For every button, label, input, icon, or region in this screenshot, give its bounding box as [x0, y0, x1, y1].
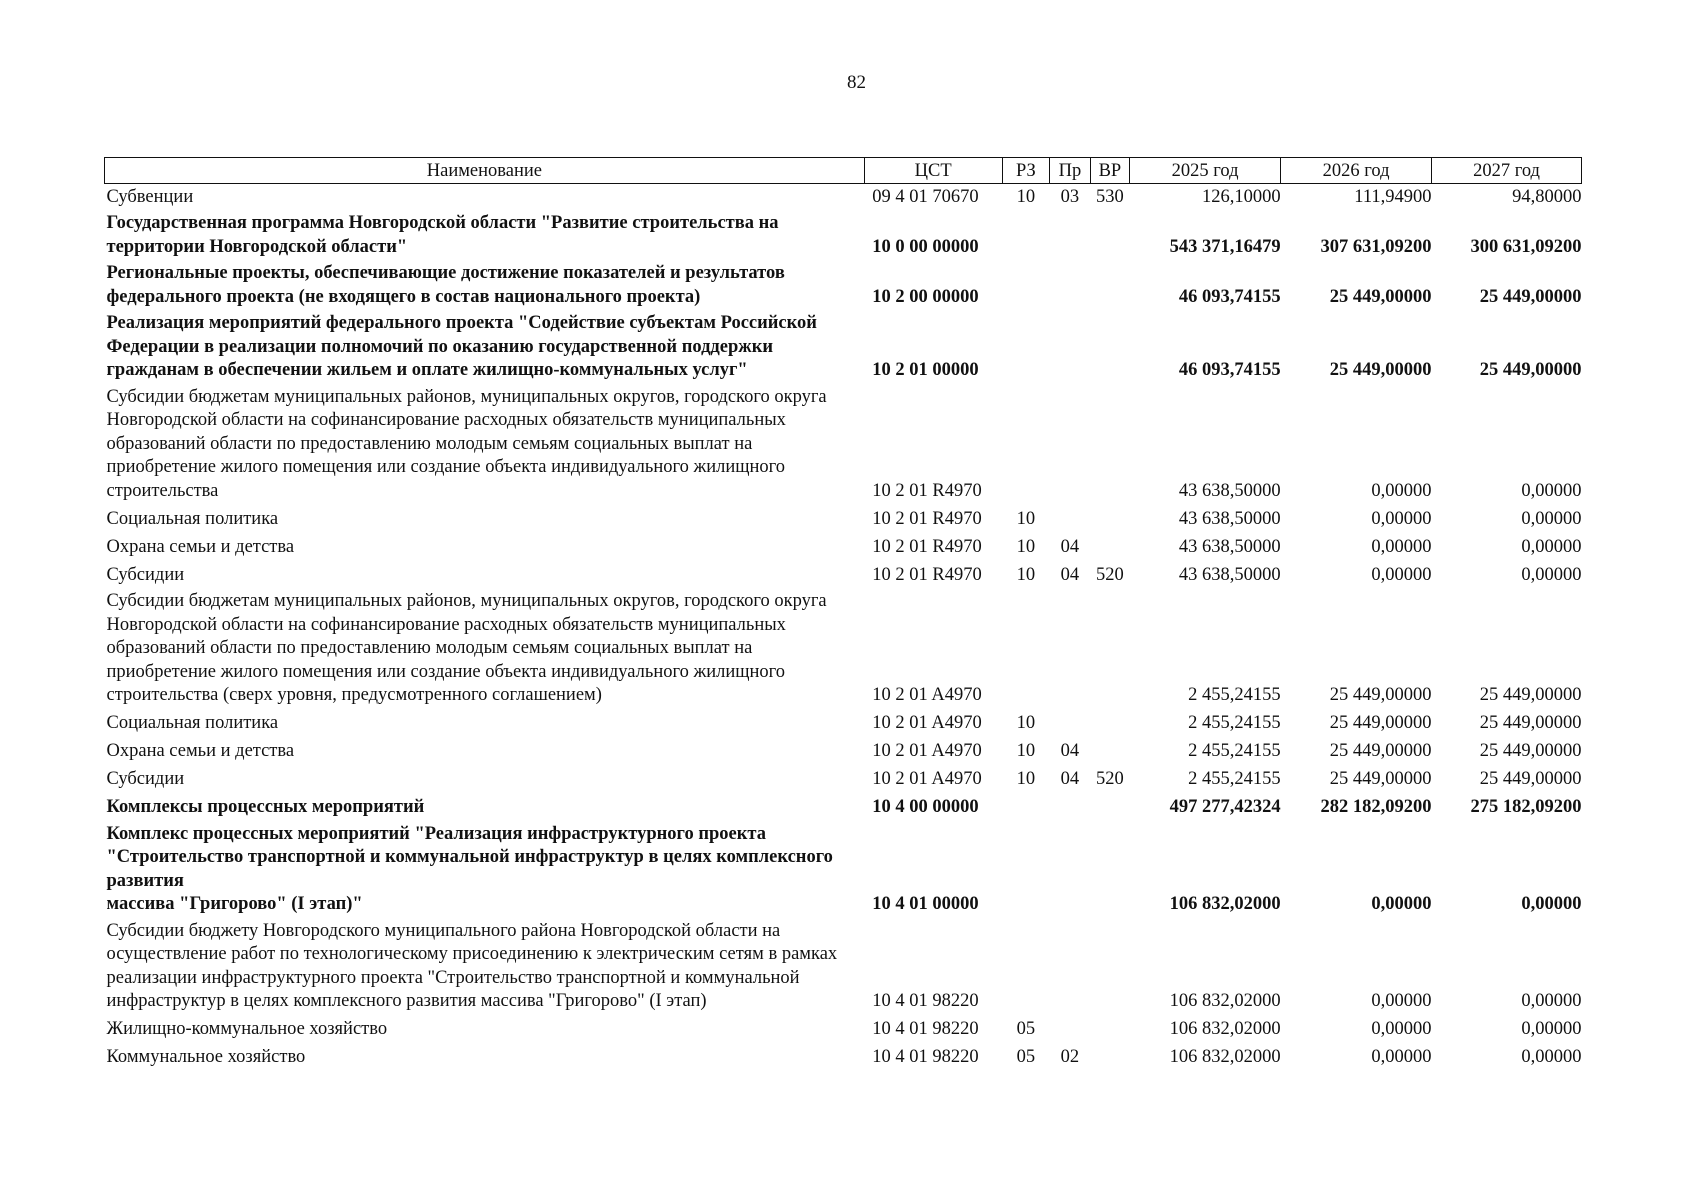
cell-name: Субсидии бюджетам муниципальных районов, муниципальных округов, городского округа Новгородской области на софинансирование расходных обязательств муниципальных образований области по предоставлению молодым семьям социальных выплат на приобретение жилого помещения или создание объекта индивидуального жилищного строительства — [106, 386, 827, 501]
cell-name: Государственная программа Новгородской области "Развитие строительства на территории Новгородской области" — [106, 213, 779, 257]
cell-2027: 0,00000 — [1521, 991, 1582, 1011]
cell-name: Субсидии — [106, 769, 185, 789]
cell-pr — [1050, 823, 1091, 920]
cell-2026: 307 631,09200 — [1320, 236, 1432, 257]
table-row — [105, 1017, 1582, 1045]
cell-2025: 2 455,24155 — [1188, 685, 1281, 705]
cell-cst: 10 4 01 98220 — [872, 1019, 979, 1039]
cell-2025: 43 638,50000 — [1178, 480, 1281, 501]
cell-cst: 10 2 01 00000 — [872, 360, 979, 380]
cell-cst: 10 2 01 R4970 — [872, 508, 982, 529]
cell-rz: 10 — [1016, 508, 1036, 529]
cell-vr — [1090, 823, 1130, 920]
cell-2027: 300 631,09200 — [1470, 236, 1582, 257]
cell-vr — [1090, 1017, 1130, 1045]
cell-cst: 10 2 01 A4970 — [872, 685, 982, 705]
cell-vr — [1090, 795, 1130, 823]
cell-rz: 10 — [1016, 186, 1036, 207]
cell-2027: 94,80000 — [1512, 186, 1582, 207]
cell-rz: 10 — [1016, 713, 1036, 733]
cell-2027: 275 182,09200 — [1470, 797, 1582, 817]
cell-2027: 25 449,00000 — [1479, 286, 1582, 307]
cell-rz — [1002, 920, 1050, 1017]
cell-rz: 10 — [1016, 741, 1036, 761]
cell-2027: 0,00000 — [1521, 536, 1582, 557]
cell-2027: 25 449,00000 — [1479, 685, 1582, 705]
cell-vr — [1090, 739, 1130, 767]
table-row — [105, 1045, 1582, 1073]
page-number: 82 — [847, 72, 866, 93]
table-row — [105, 823, 1582, 920]
cell-vr: 520 — [1096, 564, 1124, 585]
cell-rz — [1002, 795, 1050, 823]
cell-name: Субсидии бюджетам муниципальных районов, муниципальных округов, городского округа Новгородской области на софинансирование расходных обязательств муниципальных образований области по предоставлению молодым семьям социальных выплат на приобретение жилого помещения или создание объекта индивидуального жилищного строительства (сверх уровня, предусмотренного соглашением) — [106, 591, 827, 705]
cell-2027: 0,00000 — [1521, 480, 1582, 501]
cell-2025: 2 455,24155 — [1188, 769, 1281, 789]
table-row — [105, 184, 1582, 213]
cell-2027: 0,00000 — [1521, 564, 1582, 585]
cell-cst: 09 4 01 70670 — [872, 186, 979, 207]
table-row — [105, 920, 1582, 1017]
cell-2025: 46 093,74155 — [1178, 286, 1281, 307]
cell-pr: 03 — [1060, 186, 1080, 207]
cell-cst: 10 2 00 00000 — [872, 286, 979, 307]
cell-name: Охрана семьи и детства — [106, 536, 295, 557]
cell-name: Охрана семьи и детства — [106, 741, 295, 761]
cell-cst: 10 2 01 R4970 — [872, 564, 982, 585]
cell-rz: 05 — [1016, 1019, 1036, 1039]
cell-name: Жилищно-коммунальное хозяйство — [106, 1019, 388, 1039]
cell-cst: 10 0 00 00000 — [872, 236, 979, 257]
cell-2026: 282 182,09200 — [1320, 797, 1432, 817]
cell-rz: 10 — [1016, 769, 1036, 789]
header-pr: Пр — [1050, 158, 1091, 184]
header-row — [105, 158, 1582, 184]
cell-2025: 106 832,02000 — [1169, 991, 1281, 1011]
cell-2027: 25 449,00000 — [1479, 360, 1582, 380]
cell-pr — [1050, 262, 1091, 312]
cell-2025: 2 455,24155 — [1188, 741, 1281, 761]
cell-vr — [1090, 534, 1130, 562]
cell-name: Комплекс процессных мероприятий "Реализация инфраструктурного проекта "Строительство транспортной и коммунальной инфраструктур в целях комплексного развития массива "Григорово" (I этап)" — [106, 823, 833, 914]
cell-cst: 10 4 01 98220 — [872, 991, 979, 1011]
cell-2027: 0,00000 — [1521, 894, 1582, 914]
cell-2027: 25 449,00000 — [1479, 769, 1582, 789]
cell-name: Коммунальное хозяйство — [106, 1047, 306, 1067]
table-row — [105, 506, 1582, 534]
cell-2026: 0,00000 — [1371, 480, 1432, 501]
table-row — [105, 534, 1582, 562]
cell-name: Субсидии бюджету Новгородского муниципального района Новгородской области на осуществление работ по технологическому присоединению к электрическим сетям в рамках реализации инфраструктурного проекта "Строительство транспортной и коммунальной инфраструктур в целях комплексного развития массива "Григорово" (I этап) — [106, 920, 838, 1011]
cell-name: Региональные проекты, обеспечивающие достижение показателей и результатов федерального проекта (не входящего в состав национального проекта) — [106, 263, 785, 307]
cell-pr — [1050, 386, 1091, 507]
cell-cst: 10 2 01 R4970 — [872, 480, 982, 501]
cell-rz — [1002, 262, 1050, 312]
header-2026: 2026 год — [1281, 158, 1432, 184]
table-row — [105, 711, 1582, 739]
table-row — [105, 386, 1582, 507]
header-name: Наименование — [105, 158, 865, 184]
cell-2025: 106 832,02000 — [1169, 1047, 1281, 1067]
header-cst: ЦСТ — [864, 158, 1002, 184]
cell-2025: 46 093,74155 — [1178, 360, 1281, 380]
cell-vr — [1090, 386, 1130, 507]
cell-name: Субвенции — [106, 186, 194, 207]
cell-2026: 25 449,00000 — [1329, 286, 1432, 307]
cell-vr — [1090, 920, 1130, 1017]
cell-vr — [1090, 312, 1130, 386]
cell-2026: 25 449,00000 — [1329, 360, 1432, 380]
cell-pr: 04 — [1060, 741, 1080, 761]
cell-vr — [1090, 590, 1130, 711]
cell-pr — [1050, 920, 1091, 1017]
cell-cst: 10 2 01 A4970 — [872, 769, 982, 789]
cell-2026: 0,00000 — [1371, 1019, 1432, 1039]
cell-rz — [1002, 312, 1050, 386]
cell-2026: 0,00000 — [1371, 536, 1432, 557]
cell-cst: 10 2 01 R4970 — [872, 536, 982, 557]
cell-2025: 543 371,16479 — [1169, 236, 1281, 257]
cell-pr: 04 — [1060, 536, 1080, 557]
table-row — [105, 739, 1582, 767]
cell-rz — [1002, 386, 1050, 507]
cell-2027: 0,00000 — [1521, 508, 1582, 529]
cell-2026: 25 449,00000 — [1329, 769, 1432, 789]
cell-2026: 0,00000 — [1371, 894, 1432, 914]
header-2025: 2025 год — [1130, 158, 1281, 184]
cell-2026: 111,94900 — [1354, 186, 1432, 207]
table-row — [105, 262, 1582, 312]
cell-2026: 0,00000 — [1371, 991, 1432, 1011]
table-row — [105, 312, 1582, 386]
cell-2026: 0,00000 — [1371, 564, 1432, 585]
budget-table — [104, 157, 1582, 1073]
cell-pr — [1050, 590, 1091, 711]
cell-pr — [1050, 506, 1091, 534]
cell-2025: 497 277,42324 — [1169, 797, 1281, 817]
cell-2027: 0,00000 — [1521, 1019, 1582, 1039]
cell-2026: 25 449,00000 — [1329, 741, 1432, 761]
cell-rz — [1002, 590, 1050, 711]
cell-pr — [1050, 212, 1091, 262]
header-vr: ВР — [1090, 158, 1130, 184]
cell-vr: 520 — [1096, 769, 1124, 789]
cell-rz — [1002, 212, 1050, 262]
cell-2025: 43 638,50000 — [1178, 536, 1281, 557]
table-header — [105, 158, 1582, 184]
cell-rz: 05 — [1016, 1047, 1036, 1067]
cell-2025: 43 638,50000 — [1178, 508, 1281, 529]
table-row — [105, 795, 1582, 823]
cell-cst: 10 2 01 A4970 — [872, 741, 982, 761]
cell-pr: 02 — [1060, 1047, 1080, 1067]
cell-2025: 106 832,02000 — [1169, 894, 1281, 914]
cell-2025: 2 455,24155 — [1188, 713, 1281, 733]
table-row — [105, 767, 1582, 795]
cell-pr: 04 — [1060, 564, 1080, 585]
cell-2027: 25 449,00000 — [1479, 741, 1582, 761]
header-2027: 2027 год — [1432, 158, 1582, 184]
cell-pr: 04 — [1060, 769, 1080, 789]
cell-rz — [1002, 823, 1050, 920]
cell-vr: 530 — [1096, 186, 1124, 207]
cell-2026: 0,00000 — [1371, 1047, 1432, 1067]
cell-name: Комплексы процессных мероприятий — [106, 797, 425, 817]
table-body — [105, 184, 1582, 1073]
cell-vr — [1090, 711, 1130, 739]
table-row — [105, 590, 1582, 711]
cell-2027: 25 449,00000 — [1479, 713, 1582, 733]
cell-name: Социальная политика — [106, 508, 279, 529]
cell-2025: 126,10000 — [1201, 186, 1281, 207]
cell-cst: 10 2 01 A4970 — [872, 713, 982, 733]
cell-cst: 10 4 00 00000 — [872, 797, 979, 817]
cell-vr — [1090, 212, 1130, 262]
cell-cst: 10 4 01 98220 — [872, 1047, 979, 1067]
cell-pr — [1050, 1017, 1091, 1045]
cell-2026: 25 449,00000 — [1329, 713, 1432, 733]
cell-2026: 25 449,00000 — [1329, 685, 1432, 705]
table-row — [105, 562, 1582, 590]
cell-vr — [1090, 262, 1130, 312]
table-row — [105, 212, 1582, 262]
cell-pr — [1050, 795, 1091, 823]
cell-pr — [1050, 312, 1091, 386]
cell-vr — [1090, 1045, 1130, 1073]
cell-2026: 0,00000 — [1371, 508, 1432, 529]
cell-name: Социальная политика — [106, 713, 279, 733]
header-rz: РЗ — [1002, 158, 1050, 184]
cell-pr — [1050, 711, 1091, 739]
cell-rz: 10 — [1016, 564, 1036, 585]
cell-2025: 106 832,02000 — [1169, 1019, 1281, 1039]
cell-cst: 10 4 01 00000 — [872, 894, 979, 914]
cell-rz: 10 — [1016, 536, 1036, 557]
cell-2027: 0,00000 — [1521, 1047, 1582, 1067]
cell-name: Субсидии — [106, 564, 185, 585]
cell-name: Реализация мероприятий федерального проекта "Содействие субъектам Российской Федерации в реализации полномочий по оказанию государственной поддержки гражданам в обеспечении жильем и оплате жилищно-коммунальных услуг" — [106, 313, 817, 380]
cell-vr — [1090, 506, 1130, 534]
cell-2025: 43 638,50000 — [1178, 564, 1281, 585]
